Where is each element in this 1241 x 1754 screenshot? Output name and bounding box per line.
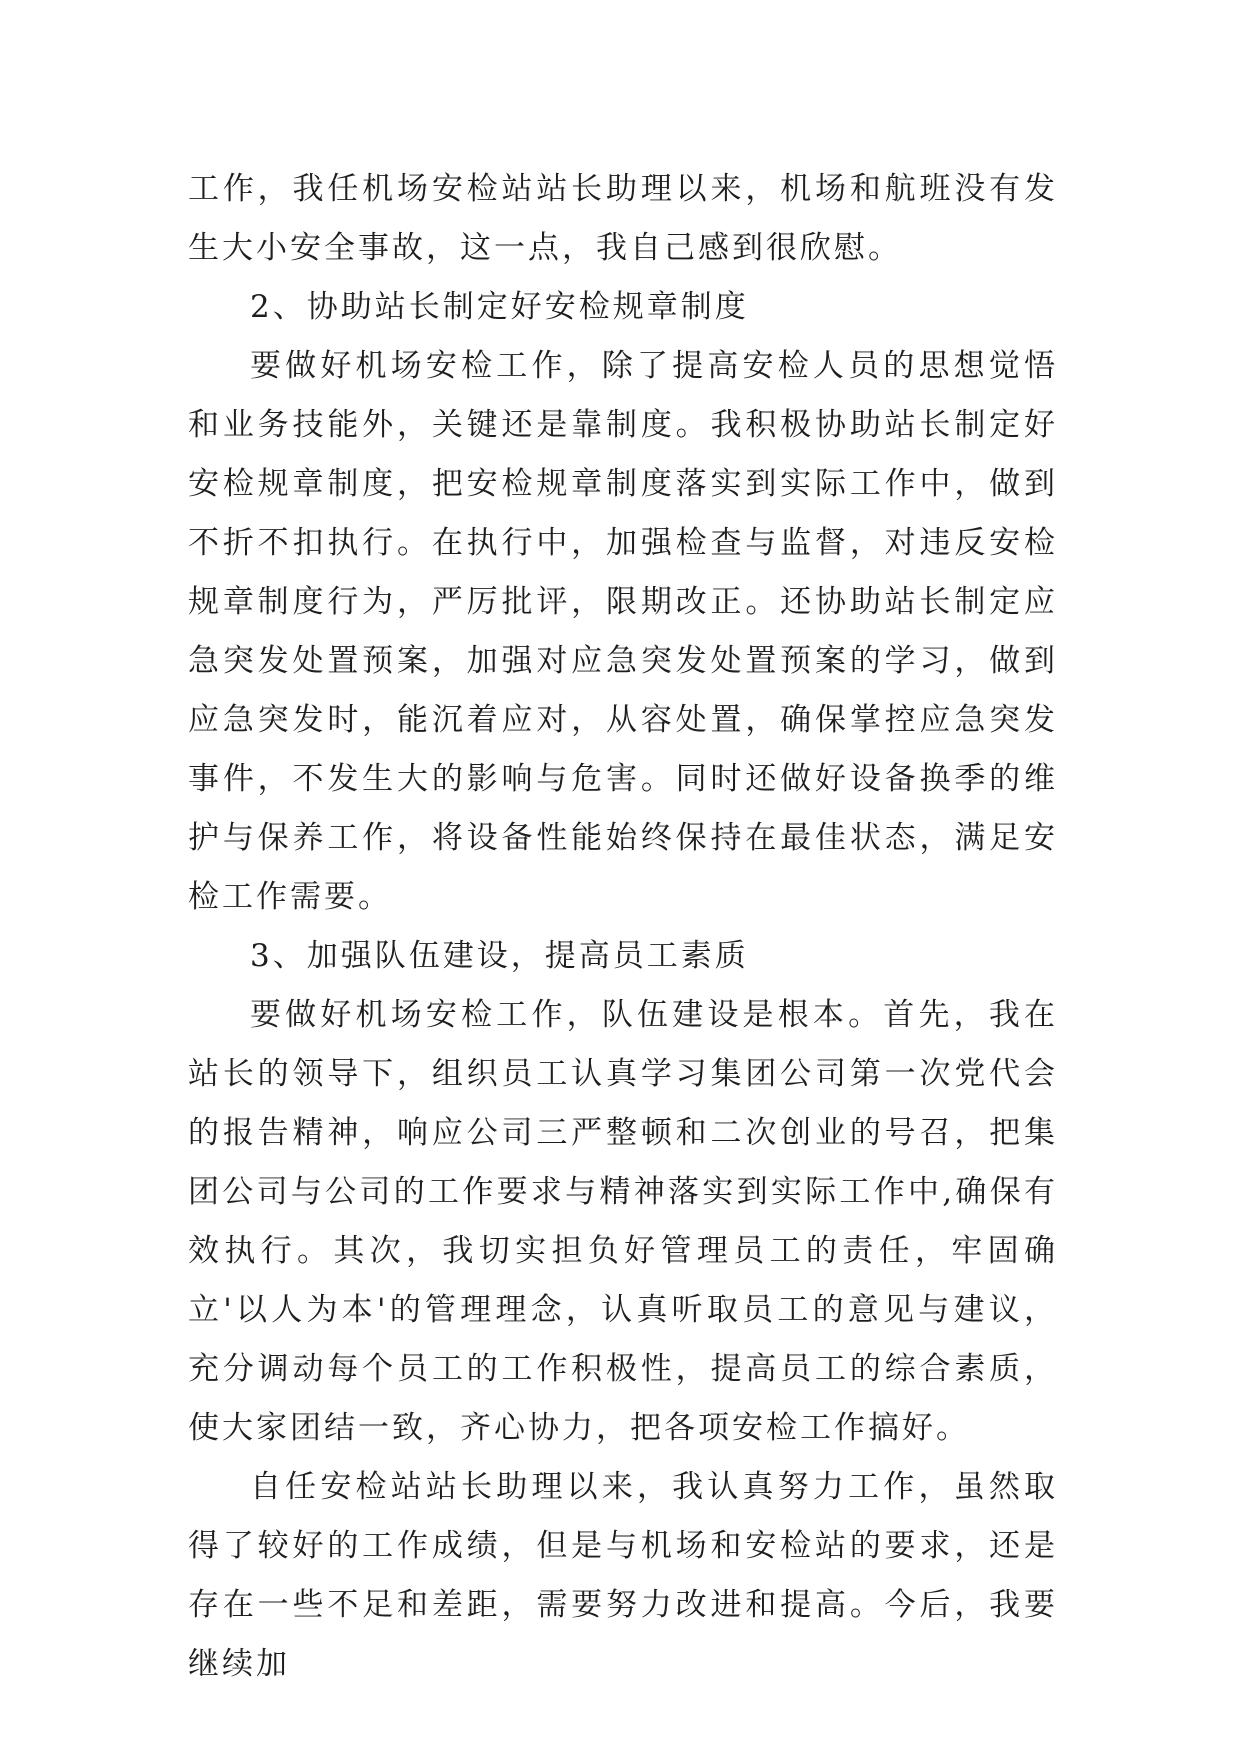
- paragraph-regulations: 要做好机场安检工作，除了提高安检人员的思想觉悟和业务技能外，关键还是靠制度。我积极协助站长制定好安检规章制度，把安检规章制度落实到实际工作中，做到不折不扣执行。在执行中，加强检查与监督，对违反安检规章制度行为，严厉批评，限期改正。还协助站长制定应急突发处置预案，加强对应急突发处置预案的学习，做到应急突发时，能沉着应对，从容处置，确保掌控应急突发事件，不发生大的影响与危害。同时还做好设备换季的维护与保养工作，将设备性能始终保持在最佳状态，满足安检工作需要。: [188, 348, 1058, 915]
- document-body: [188, 160, 1058, 1694]
- paragraph-continuation: 工作，我任机场安检站站长助理以来，机场和航班没有发生大小安全事故，这一点，我自己感到很欣慰。: [188, 171, 1058, 266]
- section-heading-2: 2、协助站长制定好安检规章制度: [250, 289, 749, 325]
- section-heading-3: 3、加强队伍建设，提高员工素质: [250, 938, 749, 974]
- paragraph-summary: 自任安检站站长助理以来，我认真努力工作，虽然取得了较好的工作成绩，但是与机场和安检站的要求，还是存在一些不足和差距，需要努力改进和提高。今后，我要继续加: [188, 1469, 1058, 1682]
- paragraph-team-building: 要做好机场安检工作，队伍建设是根本。首先，我在站长的领导下，组织员工认真学习集团公司第一次党代会的报告精神，响应公司三严整顿和二次创业的号召，把集团公司与公司的工作要求与精神落实到实际工作中,确保有效执行。其次，我切实担负好管理员工的责任，牢固确立'以人为本'的管理理念，认真听取员工的意见与建议，充分调动每个员工的工作积极性，提高员工的综合素质，使大家团结一致，齐心协力，把各项安检工作搞好。: [188, 997, 1058, 1446]
